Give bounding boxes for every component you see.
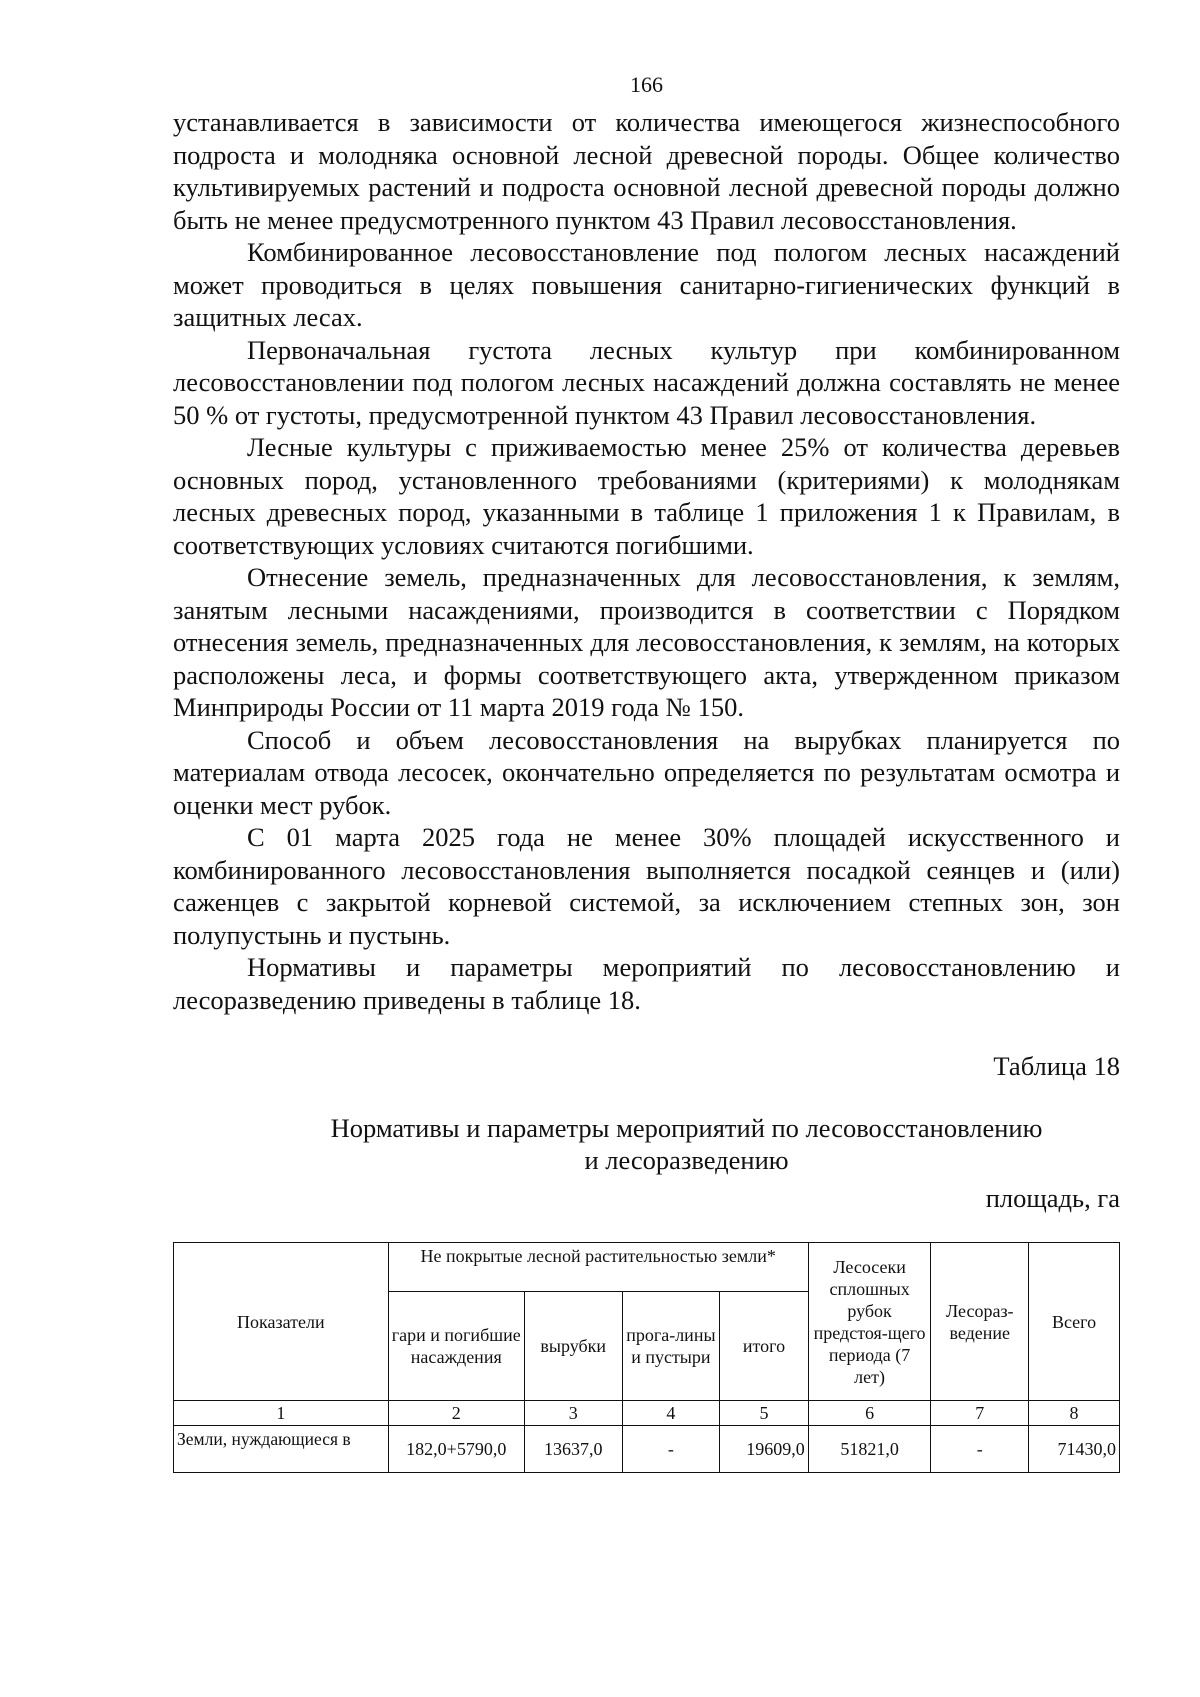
cell-glades: -	[622, 1426, 720, 1473]
cell-total: 71430,0	[1029, 1426, 1120, 1473]
paragraph-6: Способ и объем лесовосстановления на вырубках планируется по материалам отвода лесосек, окончательно определяется по результатам осмотра и оценки мест рубок.	[173, 724, 1120, 820]
header-uncovered-lands: Не покрытые лесной растительностью земли*	[388, 1243, 808, 1292]
column-number: 2	[388, 1401, 524, 1426]
forest-restoration-table	[173, 1242, 1120, 1473]
cell-subtotal: 19609,0	[720, 1426, 809, 1473]
paragraph-4: Лесные культуры с приживаемостью менее 25% от количества деревьев основных пород, установленного требованиями (критериями) к молоднякам лесных древесных пород, указанными в таблице 1 приложения 1 к Правилам, в соответствующих условиях считаются погибшими.	[173, 432, 1120, 560]
cell-felling-sites: 51821,0	[808, 1426, 931, 1473]
page-number: 166	[630, 72, 663, 97]
paragraph-7: С 01 марта 2025 года не менее 30% площадей искусственного и комбинированного лесовосстановления выполняется посадкой сеянцев и (или) саженцев с закрытой корневой системой, за исключением степных зон, зон полупустынь и пустынь.	[173, 822, 1120, 950]
column-number: 5	[720, 1401, 809, 1426]
column-number: 4	[622, 1401, 720, 1426]
header-subtotal: итого	[720, 1292, 809, 1401]
table-unit: площадь, га	[985, 1183, 1120, 1213]
table-title-line-1: Нормативы и параметры мероприятий по лесовосстановлению	[330, 1113, 1043, 1143]
column-number: 8	[1029, 1401, 1120, 1426]
cell-clearings: 13637,0	[524, 1426, 622, 1473]
document-page	[173, 70, 1120, 1473]
table-row	[174, 1426, 1120, 1473]
paragraph-1: устанавливается в зависимости от количества имеющегося жизнеспособного подроста и молодняка основной лесной древесной породы. Общее количество культивируемых растений и подроста основной лесной древесной породы должно быть не менее предусмотренного пунктом 43 Правил лесовосстановления.	[173, 107, 1120, 235]
header-felling-sites: Лесосеки сплошных рубок предстоя-щего периода (7 лет)	[808, 1243, 931, 1401]
table-title	[173, 1112, 1120, 1176]
header-clearings: вырубки	[524, 1292, 622, 1401]
column-number-row	[174, 1401, 1120, 1426]
cell-burns: 182,0+5790,0	[388, 1426, 524, 1473]
paragraph-2: Комбинированное лесовосстановление под пологом лесных насаждений может проводиться в целях повышения санитарно-гигиенических функций в защитных лесах.	[173, 237, 1120, 332]
table-caption: Таблица 18	[993, 1051, 1120, 1081]
column-number: 6	[808, 1401, 931, 1426]
header-burns: гари и погибшие насаждения	[388, 1292, 524, 1401]
cell-afforestation: -	[931, 1426, 1029, 1473]
column-number: 1	[174, 1401, 389, 1426]
header-indicators: Показатели	[174, 1243, 389, 1401]
cell-indicator: Земли, нуждающиеся в	[174, 1426, 389, 1473]
header-glades: прога-лины и пустыри	[622, 1292, 720, 1401]
paragraph-3: Первоначальная густота лесных культур при комбинированном лесовосстановлении под пологом лесных насаждений должна составлять не менее 50 % от густоты, предусмотренной пунктом 43 Правил лесовосстановления.	[173, 334, 1120, 430]
column-number: 3	[524, 1401, 622, 1426]
paragraph-5: Отнесение земель, предназначенных для лесовосстановления, к землям, занятым лесными насаждениями, производится в соответствии с Порядком отнесения земель, предназначенных для лесовосстановления, к землям, на которых расположены леса, и формы соответствующего акта, утвержденном приказом Минприроды России от 11 марта 2019 года № 150.	[173, 562, 1120, 722]
paragraph-8: Нормативы и параметры мероприятий по лесовосстановлению и лесоразведению приведены в таблице 18.	[173, 952, 1120, 1015]
table-header-row-1	[174, 1243, 1120, 1292]
column-number: 7	[931, 1401, 1029, 1426]
table-title-line-2: и лесоразведению	[584, 1145, 789, 1175]
header-afforestation: Лесораз-ведение	[931, 1243, 1029, 1401]
header-total: Всего	[1029, 1243, 1120, 1401]
